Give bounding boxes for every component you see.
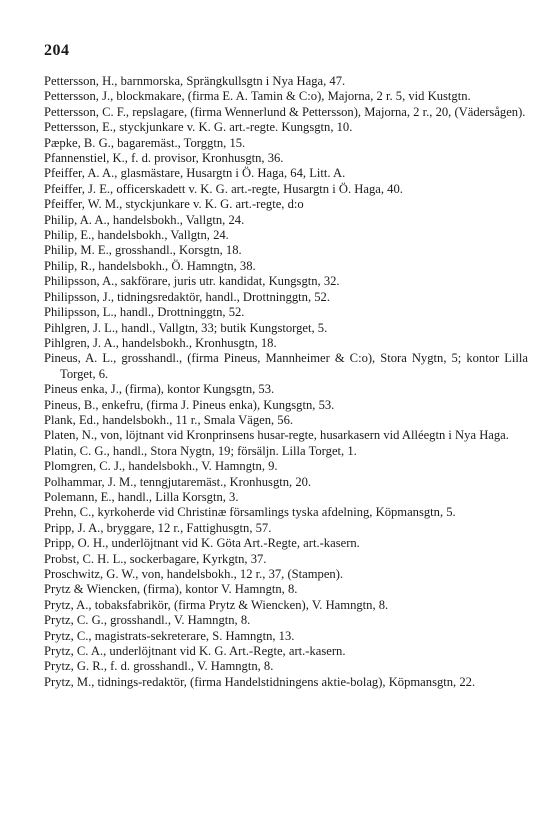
directory-entry: Polemann, E., handl., Lilla Korsgtn, 3. <box>44 489 239 504</box>
directory-entry: Pfeiffer, J. E., officerskadett v. K. G. art.-regte, Husargtn i Ö. Haga, 40. <box>44 181 403 196</box>
directory-entry: Pfannenstiel, K., f. d. provisor, Kronhusgtn, 36. <box>44 151 284 166</box>
directory-entry: Platin, C. G., handl., Stora Nygtn, 19; försäljn. Lilla Torget, 1. <box>44 443 357 458</box>
directory-entry: Pripp, J. A., bryggare, 12 r., Fattighusgtn, 57. <box>44 520 272 535</box>
directory-entry: Philipsson, L., handl., Drottninggtn, 52. <box>44 305 245 320</box>
directory-entry: Philipsson, A., sakförare, juris utr. kandidat, Kungsgtn, 32. <box>44 274 340 289</box>
directory-entries <box>44 74 528 690</box>
directory-entry: Pineus, A. L., grosshandl., (firma Pineus, Mannheimer & C:o), Stora Nygtn, 5; kontor Lilla Torget, 6. <box>44 351 528 381</box>
directory-entry: Philip, M. E., grosshandl., Korsgtn, 18. <box>44 243 242 258</box>
directory-entry: Prytz, G. R., f. d. grosshandl., V. Hamngtn, 8. <box>44 659 274 674</box>
directory-entry: Pettersson, J., blockmakare, (firma E. A. Tamin & C:o), Majorna, 2 r. 5, vid Kustgtn. <box>44 89 471 104</box>
directory-entry: Philip, A. A., handelsbokh., Vallgtn, 24. <box>44 212 245 227</box>
directory-entry: Philip, E., handelsbokh., Vallgtn, 24. <box>44 228 229 243</box>
directory-entry: Probst, C. H. L., sockerbagare, Kyrkgtn, 37. <box>44 551 267 566</box>
directory-entry: Pihlgren, J. L., handl., Vallgtn, 33; butik Kungstorget, 5. <box>44 320 328 335</box>
directory-entry: Pettersson, H., barnmorska, Sprängkullsgtn i Nya Haga, 47. <box>44 74 346 88</box>
directory-entry: Pineus, B., enkefru, (firma J. Pineus enka), Kungsgtn, 53. <box>44 397 335 412</box>
directory-entry: Polhammar, J. M., tenngjutaremäst., Kronhusgtn, 20. <box>44 474 312 489</box>
directory-entry: Pfeiffer, W. M., styckjunkare v. K. G. art.-regte, d:o <box>44 197 304 212</box>
directory-entry: Prytz, C. A., underlöjtnant vid K. G. Art.-Regte, art.-kasern. <box>44 644 346 659</box>
directory-entry: Prehn, C., kyrkoherde vid Christinæ församlings tyska afdelning, Köpmansgtn, 5. <box>44 505 456 520</box>
directory-entry: Pettersson, E., styckjunkare v. K. G. art.-regte. Kungsgtn, 10. <box>44 120 353 135</box>
document-page <box>44 42 528 690</box>
directory-entry: Pfeiffer, A. A., glasmästare, Husargtn i Ö. Haga, 64, Litt. A. <box>44 166 346 181</box>
directory-entry: Pihlgren, J. A., handelsbokh., Kronhusgtn, 18. <box>44 335 277 350</box>
directory-entry: Pripp, O. H., underlöjtnant vid K. Göta Art.-Regte, art.-kasern. <box>44 536 360 551</box>
directory-entry: Plomgren, C. J., handelsbokh., V. Hamngtn, 9. <box>44 459 278 474</box>
directory-entry: Prytz, M., tidnings-redaktör, (firma Handelstidningens aktie-bolag), Köpmansgtn, 22. <box>44 674 476 689</box>
directory-entry: Philipsson, J., tidningsredaktör, handl., Drottninggtn, 52. <box>44 289 330 304</box>
directory-entry: Prytz, A., tobaksfabrikör, (firma Prytz & Wiencken), V. Hamngtn, 8. <box>44 597 389 612</box>
directory-entry: Prytz, C., magistrats-sekreterare, S. Hamngtn, 13. <box>44 628 295 643</box>
directory-entry: Prytz, C. G., grosshandl., V. Hamngtn, 8. <box>44 613 251 628</box>
page-number: 204 <box>44 42 70 59</box>
directory-entry: Proschwitz, G. W., von, handelsbokh., 12 r., 37, (Stampen). <box>44 567 344 581</box>
directory-entry: Pæpke, B. G., bagaremäst., Torggtn, 15. <box>44 135 246 150</box>
directory-entry: Philip, R., handelsbokh., Ö. Hamngtn, 38. <box>44 258 256 273</box>
directory-entry: Plank, Ed., handelsbokh., 11 r., Smala Vägen, 56. <box>44 412 294 427</box>
directory-entry: Pettersson, C. F., repslagare, (firma Wennerlund & Pettersson), Majorna, 2 r., 20, (Vädersågen). <box>44 104 526 119</box>
directory-entry: Prytz & Wiencken, (firma), kontor V. Hamngtn, 8. <box>44 582 298 597</box>
directory-entry: Pineus enka, J., (firma), kontor Kungsgtn, 53. <box>44 382 275 397</box>
directory-entry: Platen, N., von, löjtnant vid Kronprinsens husar-regte, husarkasern vid Alléegtn i Nya Haga. <box>44 428 509 443</box>
